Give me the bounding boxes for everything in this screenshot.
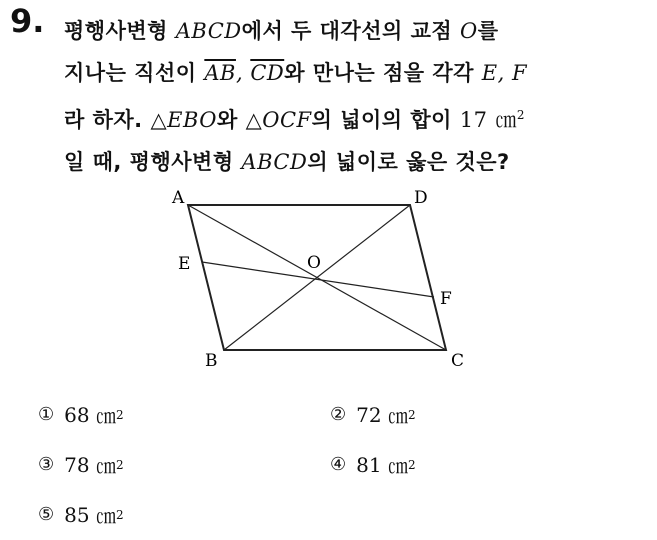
choice-exponent: 2 (115, 507, 124, 522)
choice-value: 81 (356, 452, 382, 477)
math-abcd: ABCD (241, 150, 308, 174)
label-e: E (178, 254, 191, 274)
choice-3[interactable] (38, 450, 124, 479)
choice-exponent: 2 (407, 407, 416, 422)
stem-line-4 (64, 141, 649, 183)
stem-line-3 (64, 94, 649, 141)
choice-value: 78 (64, 452, 90, 477)
math-abcd: ABCD (175, 19, 242, 43)
choice-unit: ㎝ (95, 454, 116, 478)
choice-value: 72 (356, 402, 382, 427)
label-o: O (307, 253, 321, 273)
area-sum-value: 17 (459, 108, 488, 132)
choice-value: 85 (64, 502, 90, 527)
choice-marker: ④ (330, 454, 347, 475)
triangle-ebo: △EBO (150, 108, 217, 132)
choice-unit: ㎝ (387, 454, 408, 478)
choice-2[interactable] (330, 400, 416, 429)
label-d: D (414, 188, 428, 208)
choice-unit: ㎝ (95, 404, 116, 428)
choice-5[interactable] (38, 500, 124, 529)
stem-line-1 (64, 10, 649, 52)
stem-text: 의 넓이로 옳은 것은? (307, 150, 510, 174)
choice-marker: ① (38, 404, 55, 425)
stem-text: 라 하자. (64, 108, 151, 132)
math-e-f: E, F (481, 61, 528, 85)
stem-text: 일 때, 평행사변형 (64, 150, 242, 174)
question-stem (64, 10, 649, 183)
choice-exponent: 2 (407, 457, 416, 472)
choice-1[interactable] (38, 400, 124, 429)
stem-text: 와 만나는 점을 각각 (284, 61, 482, 85)
choice-unit: ㎝ (387, 404, 408, 428)
label-a: A (172, 188, 185, 208)
diagonal-bd (224, 205, 410, 350)
stem-text: 의 넓이의 합이 (311, 108, 460, 132)
stem-text: 를 (477, 19, 499, 43)
triangle-ocf: △OCF (245, 108, 312, 132)
stem-line-2 (64, 52, 649, 94)
stem-text: 평행사변형 (64, 19, 176, 43)
segment-cd: $\overline{CD}$ (250, 61, 285, 85)
choice-4[interactable] (330, 450, 416, 479)
stem-text: 와 (217, 108, 246, 132)
choice-value: 68 (64, 402, 90, 427)
choice-unit: ㎝ (95, 504, 116, 528)
parallelogram-figure (150, 180, 480, 380)
choice-marker: ② (330, 404, 347, 425)
choice-marker: ③ (38, 454, 55, 475)
label-c: C (451, 351, 465, 371)
stem-text: 지나는 직선이 (64, 61, 205, 85)
choice-exponent: 2 (115, 457, 124, 472)
label-f: F (440, 289, 452, 309)
segment-ab: $\overline{AB}$ (204, 61, 236, 85)
unit-exponent: 2 (516, 108, 525, 122)
math-o: O (459, 19, 478, 43)
separator: , (235, 61, 251, 85)
choice-exponent: 2 (115, 407, 124, 422)
area-unit: ㎝ (495, 108, 517, 132)
label-b: B (205, 351, 218, 371)
choice-marker: ⑤ (38, 504, 55, 525)
question-number: 9. (10, 2, 45, 40)
stem-text: 에서 두 대각선의 교점 (241, 19, 460, 43)
